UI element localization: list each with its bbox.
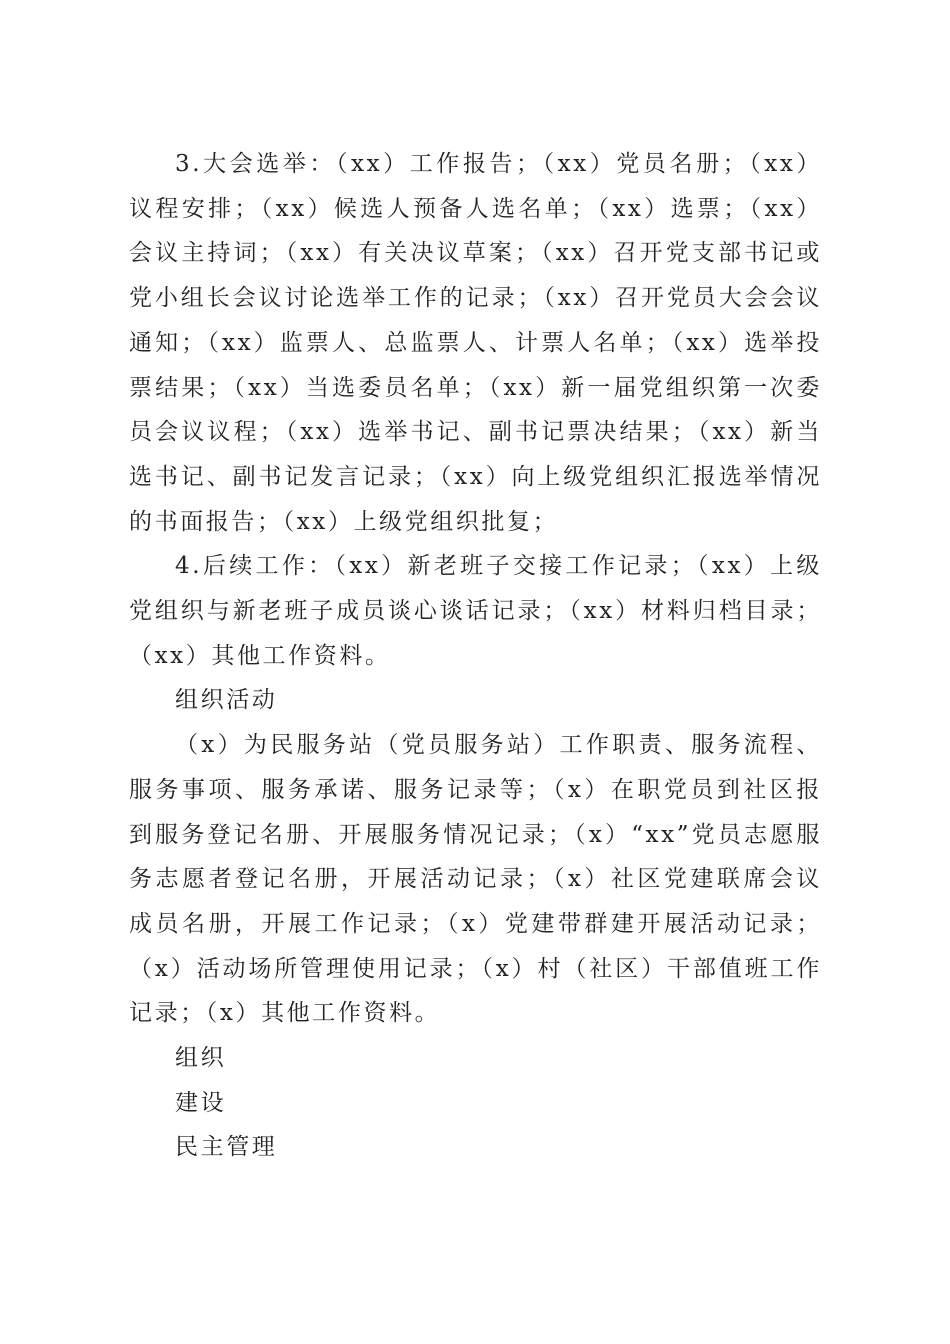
document-body — [129, 142, 822, 1170]
paragraph-follow-up-work: 4.后续工作：（xx）新老班子交接工作记录；（xx）上级党组织与新老班子成员谈心谈话记录；（xx）材料归档目录；（xx）其他工作资料。 — [129, 553, 822, 669]
heading-organization: 组织 — [175, 1045, 227, 1072]
heading-construction: 建设 — [175, 1089, 227, 1116]
paragraph-service-station: （x）为民服务站（党员服务站）工作职责、服务流程、服务事项、服务承诺、服务记录等；（x）在职党员到社区报到服务登记名册、开展服务情况记录；（x）“xx”党员志愿服务志愿者登记名册，开展活动记录；（x）社区党建联席会议成员名册，开展工作记录；（x）党建带群建开展活动记录；（x）活动场所管理使用记录；（x）村（社区）干部值班工作记录；（x）其他工作资料。 — [129, 732, 822, 1027]
heading-democratic-management: 民主管理 — [175, 1134, 278, 1161]
heading-organizational-activities: 组织活动 — [175, 687, 278, 714]
paragraph-election: 3.大会选举：（xx）工作报告；（xx）党员名册；（xx）议程安排；（xx）候选人预备人选名单；（xx）选票；（xx）会议主持词；（xx）有关决议草案；（xx）召开党支部书记或党小组长会议讨论选举工作的记录；（xx）召开党员大会会议通知；（xx）监票人、总监票人、计票人名单；（xx）选举投票结果；（xx）当选委员名单；（xx）新一届党组织第一次委员会议议程；（xx）选举书记、副书记票决结果；（xx）新当选书记、副书记发言记录；（xx）向上级党组织汇报选举情况的书面报告；（xx）上级党组织批复； — [129, 151, 822, 535]
